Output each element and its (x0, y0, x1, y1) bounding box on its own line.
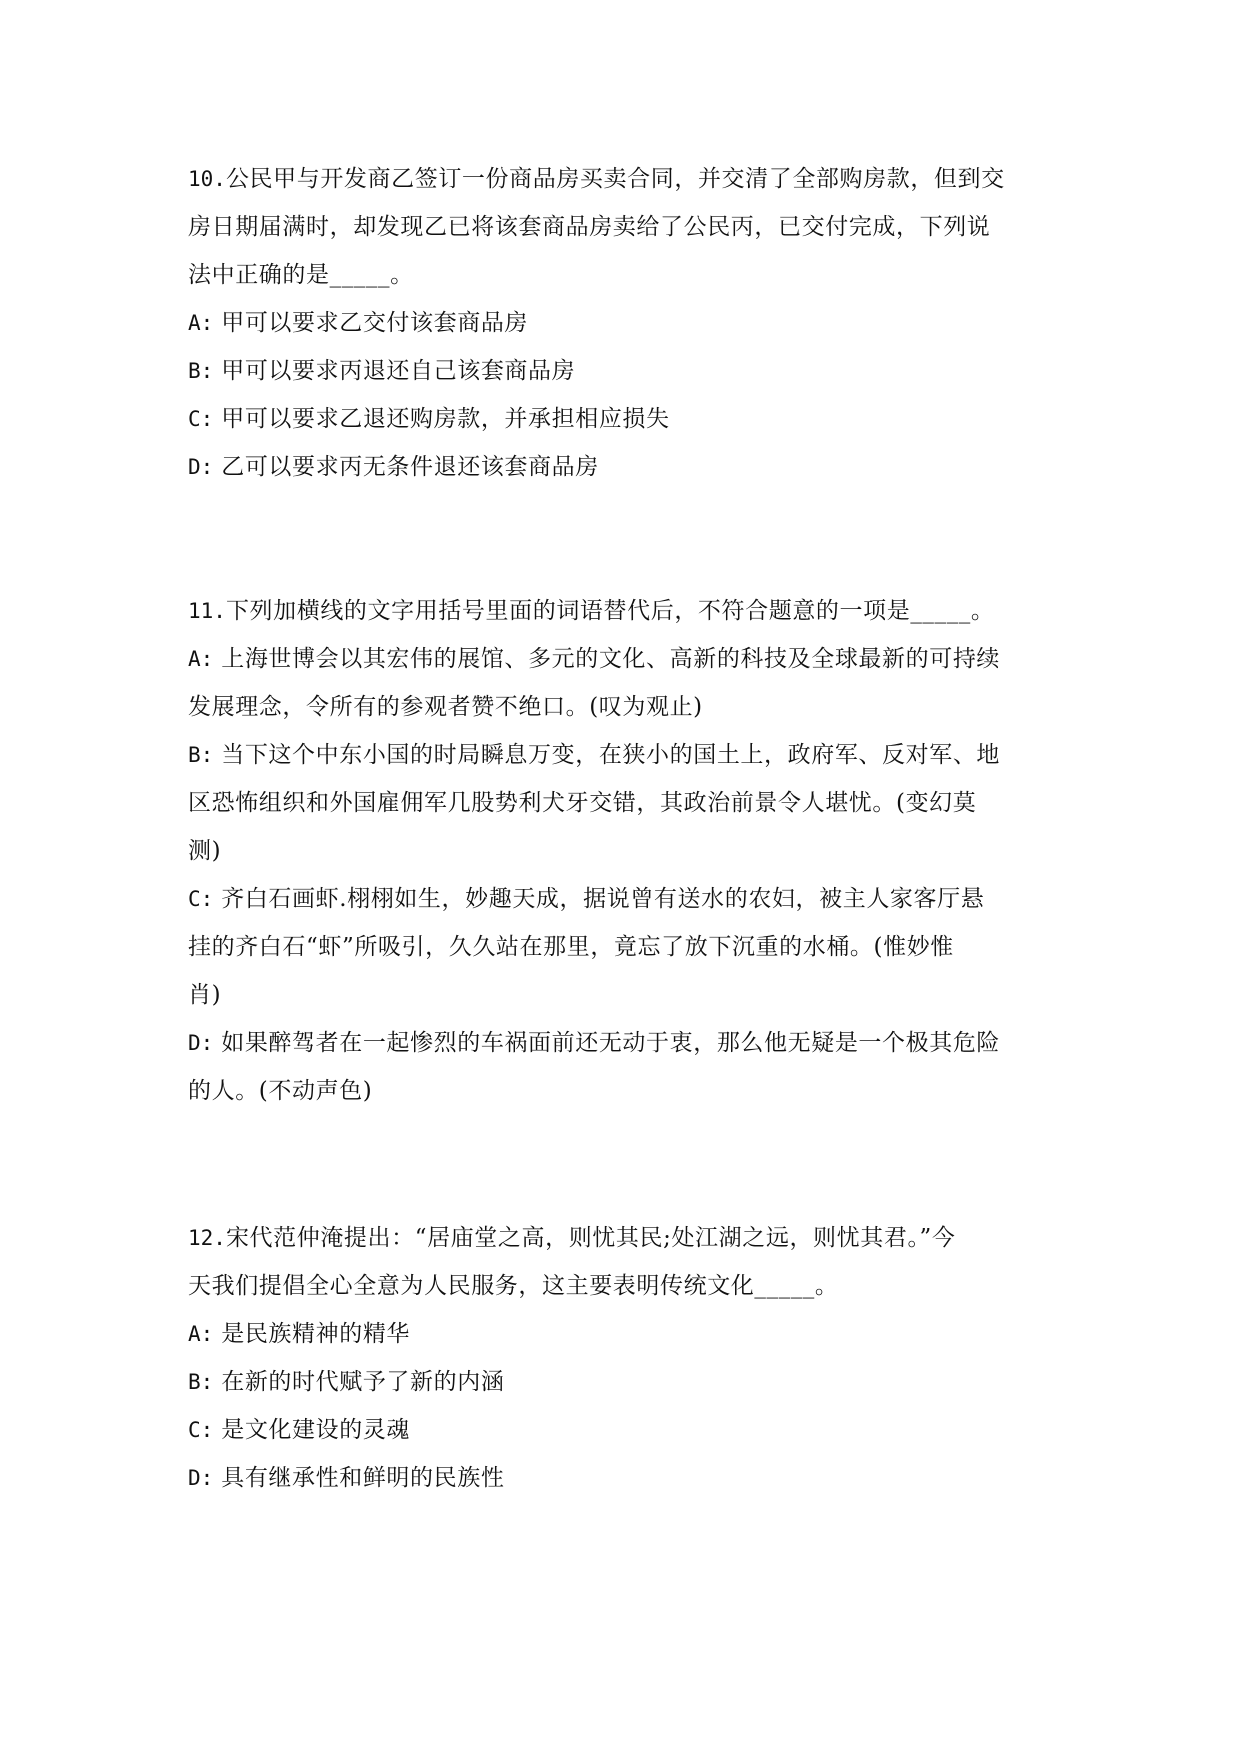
option-letter: D: (188, 455, 214, 479)
option-letter: D: (188, 1466, 214, 1490)
option-text: 上海世博会以其宏伟的展馆、多元的文化、高新的科技及全球最新的可持续 (221, 646, 1001, 672)
question-stem-line (188, 1214, 1053, 1262)
question-stem-line: 法中正确的是_____。 (188, 262, 414, 288)
option-d (188, 1019, 1053, 1067)
option-text: 是文化建设的灵魂 (221, 1417, 411, 1443)
question-stem-text: 下列加横线的文字用括号里面的词语替代后，不符合题意的一项是_____。 (225, 598, 995, 624)
option-letter: C: (188, 1418, 214, 1442)
option-d (188, 443, 1053, 491)
option-letter: C: (188, 887, 214, 911)
option-text: 甲可以要求乙交付该套商品房 (221, 310, 529, 336)
option-letter: D: (188, 1031, 214, 1055)
option-letter: C: (188, 407, 214, 431)
question-stem-line: 房日期届满时，却发现乙已将该套商品房卖给了公民丙，已交付完成，下列说 (188, 214, 991, 240)
question-stem-text: 公民甲与开发商乙签订一份商品房买卖合同，并交清了全部购房款，但到交 (225, 166, 1005, 192)
option-d-continuation: 的人。(不动声色) (188, 1078, 373, 1104)
option-b (188, 1358, 1053, 1406)
option-letter: A: (188, 311, 214, 335)
option-text: 当下这个中东小国的时局瞬息万变，在狭小的国土上，政府军、反对军、地 (221, 742, 1001, 768)
option-text: 如果醉驾者在一起惨烈的车祸面前还无动于衷，那么他无疑是一个极其危险 (221, 1030, 1001, 1056)
option-c-continuation: 肖) (188, 982, 222, 1008)
option-a (188, 635, 1053, 683)
option-a (188, 299, 1053, 347)
option-b (188, 731, 1053, 779)
option-letter: B: (188, 1370, 214, 1394)
option-b-continuation: 测) (188, 838, 222, 864)
question-number: 12. (188, 1226, 226, 1250)
question-11 (188, 587, 1053, 1115)
option-c (188, 875, 1053, 923)
option-letter: B: (188, 743, 214, 767)
question-number: 10. (188, 167, 226, 191)
option-b-continuation: 区恐怖组织和外国雇佣军几股势利犬牙交错，其政治前景令人堪忧。(变幻莫 (188, 790, 977, 816)
question-stem-line (188, 155, 1053, 203)
option-a (188, 1310, 1053, 1358)
option-d (188, 1454, 1053, 1502)
option-letter: A: (188, 1322, 214, 1346)
question-12 (188, 1214, 1053, 1502)
option-text: 乙可以要求丙无条件退还该套商品房 (221, 454, 599, 480)
option-c (188, 395, 1053, 443)
option-text: 甲可以要求乙退还购房款，并承担相应损失 (221, 406, 670, 432)
option-text: 具有继承性和鲜明的民族性 (221, 1465, 505, 1491)
option-c (188, 1406, 1053, 1454)
question-stem-line: 天我们提倡全心全意为人民服务，这主要表明传统文化_____。 (188, 1273, 839, 1299)
option-text: 是民族精神的精华 (221, 1321, 411, 1347)
option-text: 甲可以要求丙退还自己该套商品房 (221, 358, 576, 384)
option-text: 齐白石画虾.栩栩如生，妙趣天成，据说曾有送水的农妇，被主人家客厅悬 (221, 886, 985, 912)
option-b (188, 347, 1053, 395)
question-stem-line (188, 587, 1053, 635)
option-a-continuation: 发展理念，令所有的参观者赞不绝口。(叹为观止) (188, 694, 703, 720)
option-letter: B: (188, 359, 214, 383)
option-c-continuation: 挂的齐白石“虾”所吸引，久久站在那里，竟忘了放下沉重的水桶。(惟妙惟 (188, 934, 954, 960)
question-number: 11. (188, 599, 226, 623)
question-stem-text: 宋代范仲淹提出：“居庙堂之高，则忧其民;处江湖之远，则忧其君。”今 (225, 1225, 956, 1251)
question-10 (188, 155, 1053, 491)
option-text: 在新的时代赋予了新的内涵 (221, 1369, 505, 1395)
option-letter: A: (188, 647, 214, 671)
